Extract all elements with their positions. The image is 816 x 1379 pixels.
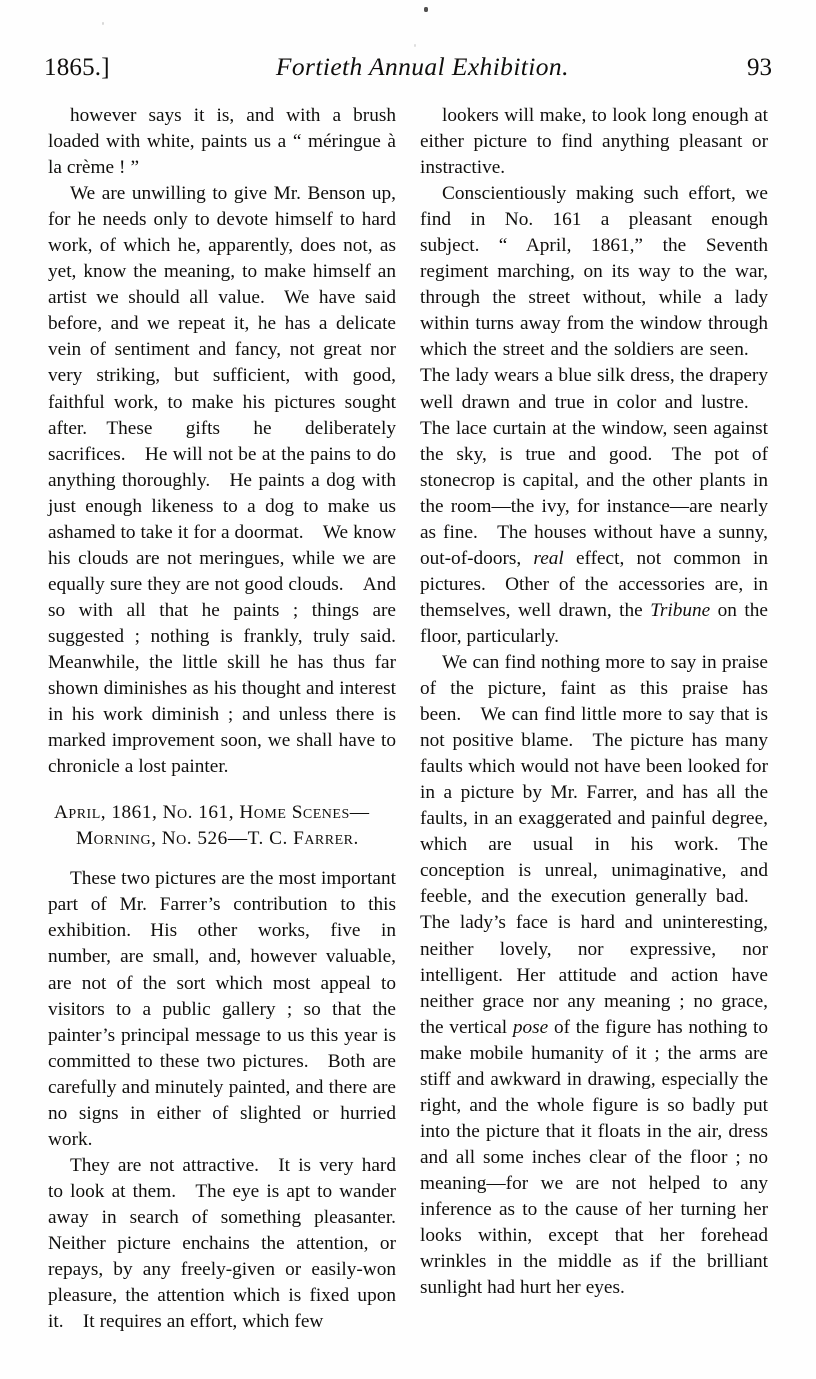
right-column: [420, 103, 768, 1335]
section-heading-line-1: April, 1861, No. 161, Home Scenes—: [54, 802, 370, 824]
emphasis-tribune: Tribune: [650, 599, 711, 621]
page-title: Fortieth Annual Exhibition.: [275, 52, 569, 81]
emphasis-real: real: [533, 547, 564, 569]
paragraph-nothing-more-text-1: We can find nothing more to say in praise of the picture, faint as this praise has been. We can find little more to say that is not positive blame. The picture has many faults which would not have been looked for in a picture by Mr. Farrer, and has all the faults, in an exaggerated and painful degree, which are usual in his work. The conception is unreal, unimaginative, and feeble, and the execution generally bad. The lady’s face is hard and uninteresting, neither lovely, nor expressive, nor intelligent. Her attitude and action have neither grace nor any meaning ; no grace, the vertical: [420, 651, 768, 1038]
paragraph-conscientiously-text-2: effect, not common in pictures. Other of the accessories are, in themselves, well drawn, the: [420, 547, 768, 621]
paragraph-farrer-contribution: These two pictures are the most important part of Mr. Farrer’s contribution to this exhibition. His other works, five in number, are small, and, however valuable, are not of the sort which most appeal to visitors to a public gallery ; so that the painter’s principal message to us this year is committed to these two pictures. Both are carefully and minutely painted, and there are no signs in either of slighted or hurried work.: [48, 868, 396, 1150]
paragraph-conscientiously-text-1: Conscientiously making such effort, we find in No. 161 a pleasant enough subject. “ April, 1861,” the Seventh regiment marching, on its way to the war, through the street without, while a lady within turns away from the window through which the street and the soldiers are seen. The lady wears a blue silk dress, the drapery well drawn and true in color and lustre. The lace curtain at the window, seen against the sky, is true and good. The pot of stonecrop is capital, and the other plants in the room—the ivy, for instance—are nearly as fine. The houses without have a sunny, out-of-doors,: [420, 183, 768, 569]
scan-speck-icon: [414, 44, 416, 47]
paragraph-not-attractive: They are not attractive. It is very hard to look at them. The eye is apt to wander away in search of something pleasanter. Neither picture enchains the attention, or repays, by any freely-given or easily-won pleasure, the attention which is fixed upon it. It requires an effort, which few: [48, 1154, 396, 1333]
left-column: [48, 103, 396, 1335]
paragraph-conscientiously: [420, 181, 768, 650]
paragraph-nothing-more-text-2: of the figure has nothing to make mobile humanity of it ; the arms are stiff and awkward in drawing, especially the right, and the whole figure is so badly put into the picture that it floats in the air, dress and all some inches clear of the floor ; no meaning—for we are not helped to any inference as to the cause of her turning her looks within, except that her forehead wrinkles in the middle as if the brilliant sunlight had hurt her eyes.: [420, 1016, 768, 1299]
section-heading-line-2: Morning, No. 526—T. C. Farrer.: [76, 828, 359, 850]
paragraph-conscientiously-text-3: on the floor, particularly.: [420, 599, 768, 647]
running-head: [44, 52, 772, 86]
scan-speck-icon: [102, 22, 104, 25]
paragraph-carryover-left: however says it is, and with a brush loaded with white, paints us a “ méringue à la crème ! ”: [48, 105, 396, 179]
section-heading: [54, 800, 396, 852]
paragraph-benson: We are unwilling to give Mr. Benson up, for he needs only to devote himself to hard work, of which he, apparently, does not, as yet, know the meaning, to make himself an artist we should all value. We have said before, and we repeat it, he has a delicate vein of sentiment and fancy, not great nor very striking, but sufficient, with good, faithful work, to make his pictures sought after. These gifts he deliberately sacrifices. He will not be at the pains to do anything thoroughly. He paints a dog with just enough likeness to a dog to make us ashamed to take it for a doormat. We know his clouds are not meringues, while we are equally sure they are not good clouds. And so with all that he paints ; things are suggested ; nothing is frankly, truly said. Meanwhile, the little skill he has thus far shown diminishes as his thought and interest in his work diminish ; and unless there is marked improvement soon, we shall have to chronicle a lost painter.: [48, 183, 396, 778]
emphasis-pose: pose: [512, 1016, 549, 1038]
paragraph-carryover-right: lookers will make, to look long enough at either picture to find anything pleasant or instractive.: [420, 105, 768, 179]
page-number: 93: [747, 54, 772, 81]
paragraph-nothing-more-to-say: [420, 650, 768, 1301]
scan-speck-icon: [424, 7, 428, 12]
body-columns: [48, 103, 768, 1335]
folio-year: 1865.]: [44, 54, 110, 81]
